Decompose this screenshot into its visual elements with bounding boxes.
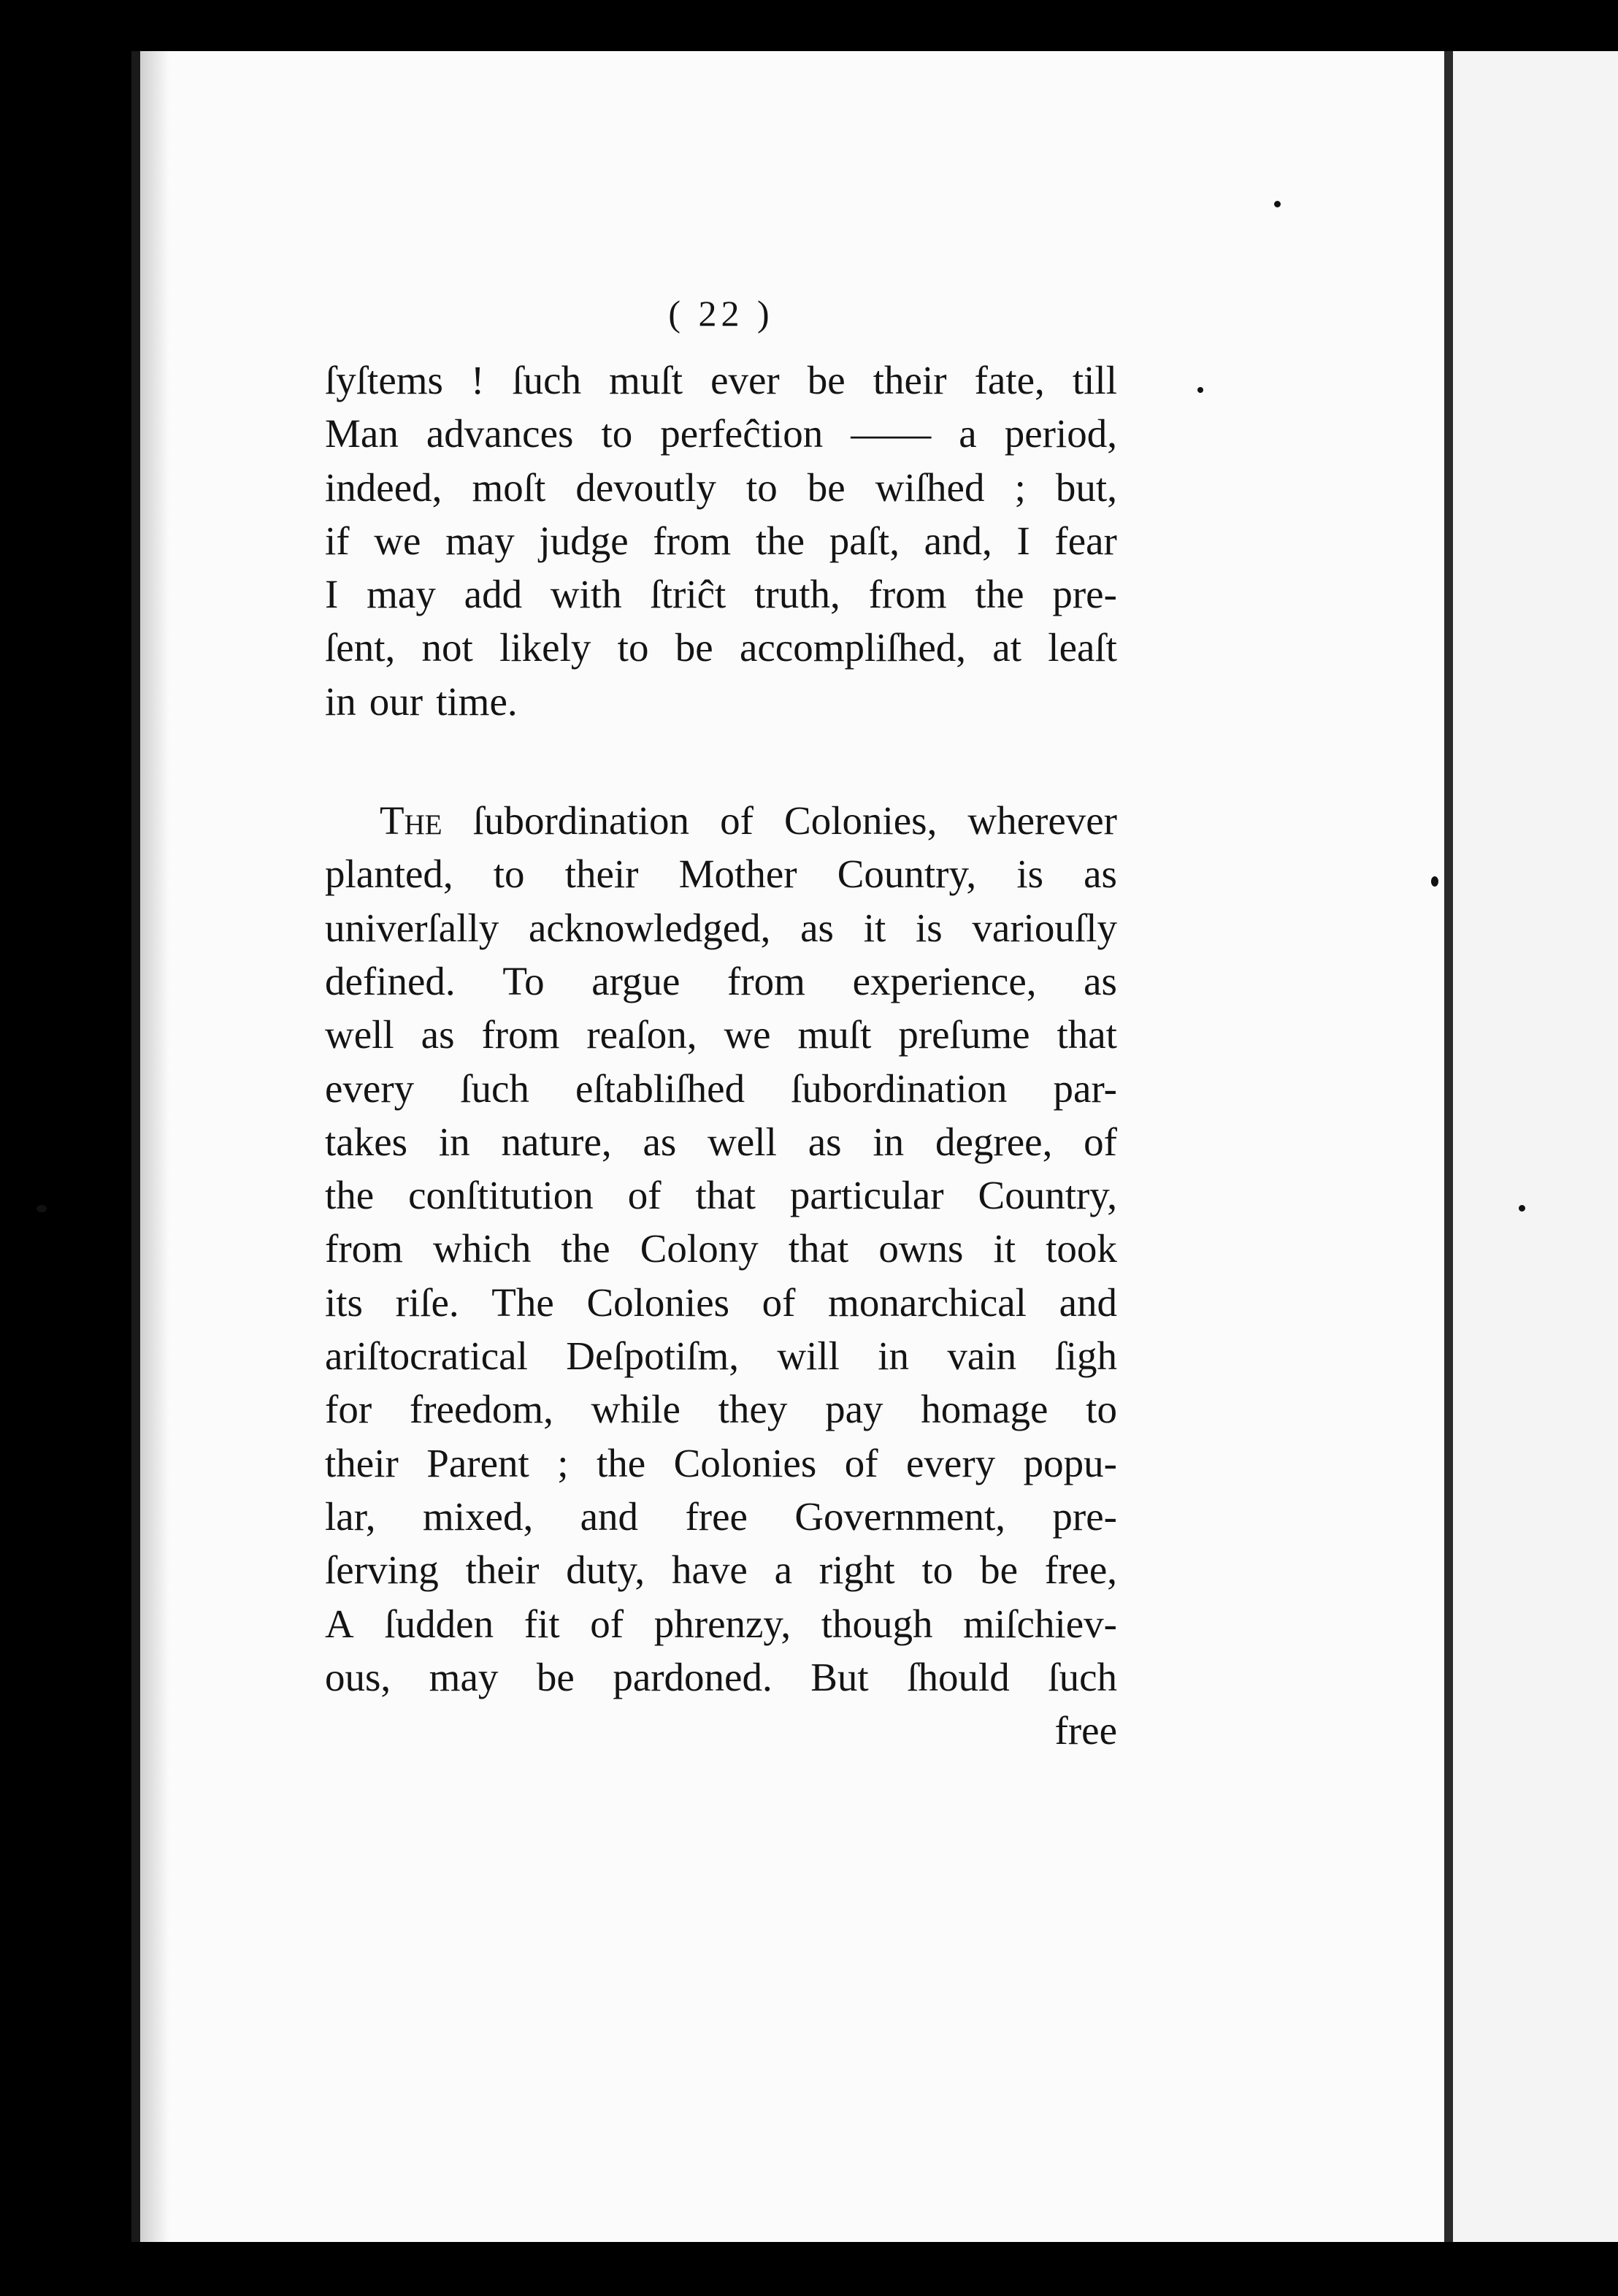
right-page-edge [1453,51,1618,2242]
text-line: lar, mixed, and free Government, pre- [325,1493,1117,1539]
catchword [325,1704,1117,1757]
text-line: I may add with ſtriĉt truth, from the pre- [325,572,1117,617]
text-line: A ſudden fit of phrenzy, though miſchiev- [325,1601,1117,1646]
text-line: ſent, not likely to be accompliſhed, at leaſt [325,625,1117,670]
text-line: well as from reaſon, we muſt preſume that [325,1012,1117,1057]
page-text [325,292,1117,1757]
text-line: ſerving their duty, have a right to be free, [325,1547,1117,1593]
text-line: defined. To argue from experience, as [325,958,1117,1003]
text-line: takes in nature, as well as in degree, of [325,1119,1117,1164]
text-line: ſyſtems ! ſuch muſt ever be their fate, till [325,358,1117,402]
text-line: their Parent ; the Colonies of every popu- [325,1440,1117,1485]
text-line: for freedom, while they pay homage to [325,1387,1117,1432]
text-line: indeed, moſt devoutly to be wiſhed ; but, [325,464,1117,510]
catchword-text: free [1054,1708,1117,1753]
page-number: ( 22 ) [668,293,774,334]
ink-speck [1197,387,1203,393]
text-line: The ſubordination of Colonies, wherever [380,798,1117,843]
text-line: in our time. [325,678,518,724]
text-line: from which the Colony that owns it took [325,1226,1117,1271]
text-line: if we may judge from the paſt, and, I fear [325,518,1117,563]
ink-speck [1274,201,1281,207]
ink-speck [1519,1205,1525,1212]
text-line: the conſtitution of that particular Country, [325,1173,1117,1218]
text-line: its riſe. The Colonies of monarchical and [325,1279,1117,1325]
text-line: planted, to their Mother Country, is as [325,852,1117,897]
text-line: ariſtocratical Deſpotiſm, will in vain ſigh [325,1333,1117,1379]
paragraph-1 [325,353,1117,728]
text-line: every ſuch eſtabliſhed ſubordination par- [325,1065,1117,1111]
ink-speck [37,1205,47,1212]
paragraph-2 [325,794,1117,1704]
paragraph-gap [325,728,1117,794]
text-line: univerſally acknowledged, as it is variouſly [325,905,1117,950]
book-gutter [1444,51,1453,2242]
ink-speck [1431,876,1438,887]
text-line: Man advances to perfeĉtion —— a period, [325,411,1117,456]
text-line: ous, may be pardoned. But ſhould ſuch [325,1654,1117,1699]
